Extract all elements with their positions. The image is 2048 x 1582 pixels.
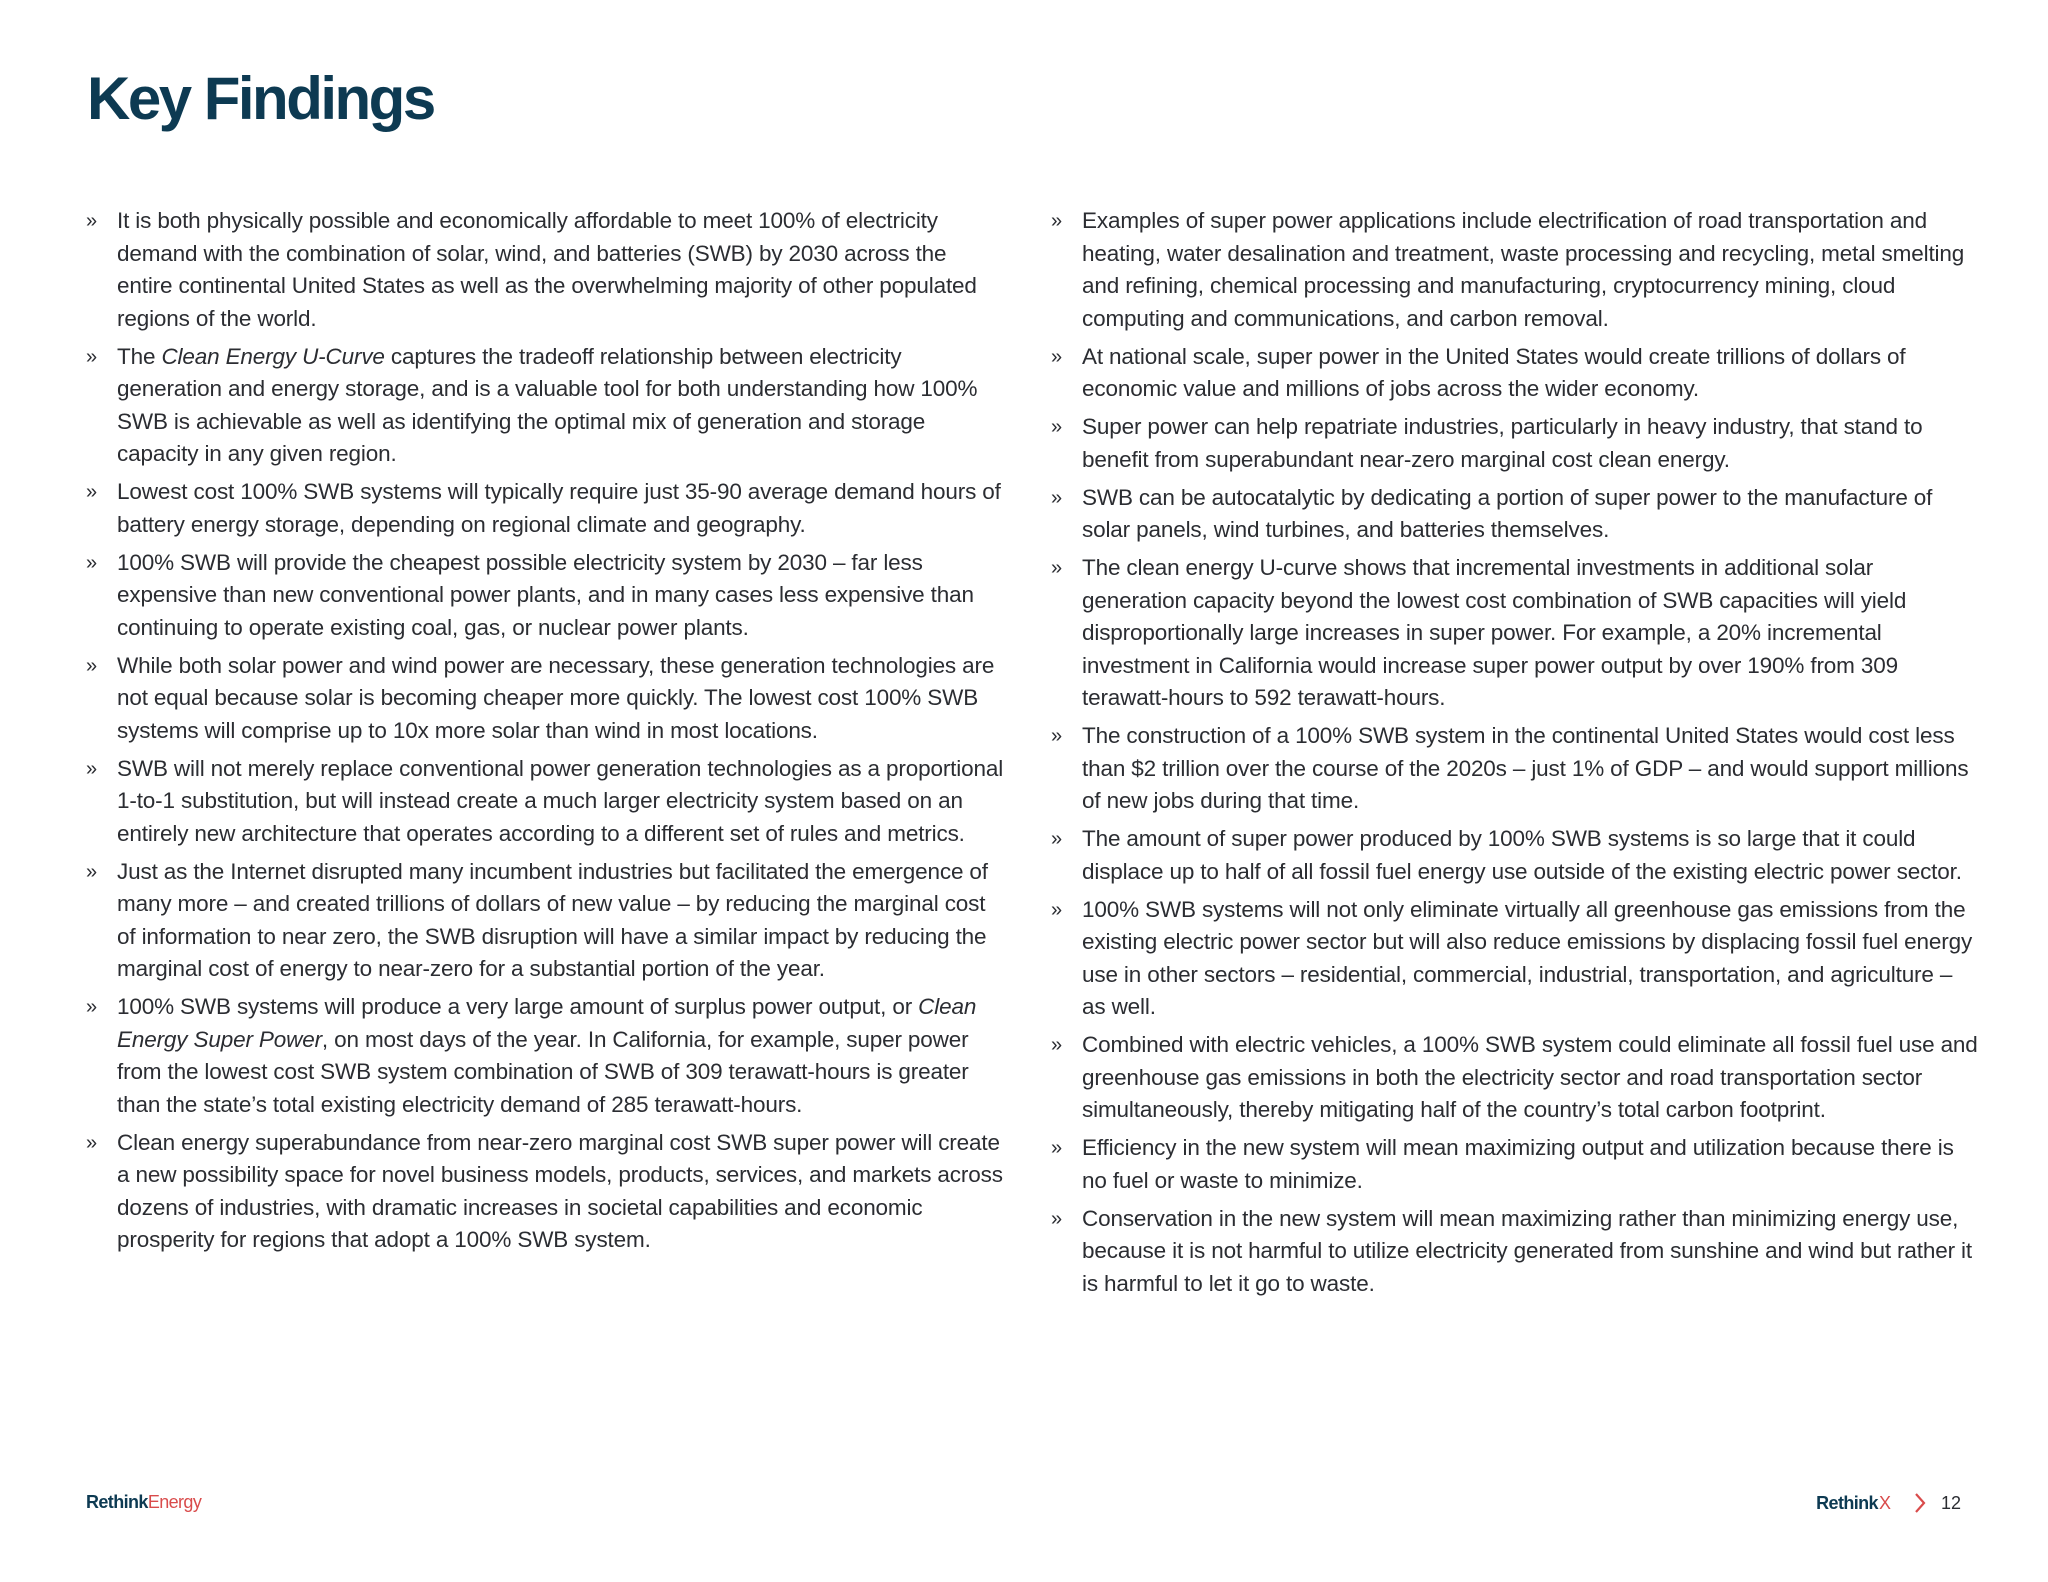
- finding-text: Conservation in the new system will mean maximizing rather than minimizing energy use, because it is not harmful to utilize electricity generated from sunshine and wind but rather it is harmful to let it go to waste.: [1082, 1205, 1972, 1296]
- finding-text: 100% SWB systems will not only eliminate virtually all greenhouse gas emissions from the existing electric power sector but will also reduce emissions by displacing fossil fuel energy use in other sectors – residential, commercial, industrial, transportation, and agriculture – as well.: [1082, 896, 1973, 1019]
- bullet-marker: »: [1051, 725, 1062, 747]
- bullet-marker: »: [1051, 486, 1062, 509]
- finding-text: Combined with electric vehicles, a 100% SWB system could eliminate all fossil fuel use and greenhouse gas emissions in both the electricity sector and road transportation sector simultaneously, thereby mitigating half of the country’s total carbon footprint.: [1082, 1032, 1978, 1122]
- left-findings-list: [86, 205, 1006, 1257]
- finding-item: [1051, 1029, 1981, 1127]
- finding-text: The construction of a 100% SWB system in the continental United States would cost less than $2 trillion over the course of the 2020s – just 1% of GDP – and would support millions of new jobs during that time.: [1082, 723, 1969, 813]
- finding-text: Just as the Internet disrupted many incumbent industries but facilitated the emergence of many more – and created trillions of dollars of new value – by reducing the marginal cost of information to near zero, the SWB disruption will have a similar impact by reducing the marginal cost of energy to near-zero for a substantial portion of the year.: [117, 858, 988, 981]
- finding-item: [1051, 823, 1981, 888]
- finding-text: Efficiency in the new system will mean maximizing output and utilization because there is no fuel or waste to minimize.: [1082, 1135, 1954, 1193]
- finding-item: [1051, 894, 1981, 1024]
- left-findings-column: [86, 205, 1006, 1262]
- bullet-marker: »: [1051, 557, 1062, 579]
- finding-item: [1051, 720, 1981, 818]
- bullet-marker: »: [86, 481, 97, 503]
- bullet-marker: »: [86, 1131, 97, 1154]
- bullet-marker: »: [1051, 1207, 1062, 1230]
- bullet-marker: »: [1051, 898, 1062, 921]
- footer-brand-energy: Energy: [147, 1492, 202, 1512]
- bullet-marker: »: [1051, 1137, 1062, 1159]
- finding-text: 100% SWB will provide the cheapest possible electricity system by 2030 – far less expensive than new conventional power plants, and in many cases less expensive than continuing to operate existing coal, gas, or nuclear power plants.: [117, 549, 974, 640]
- finding-text: 100% SWB systems will produce a very large amount of surplus power output, or: [117, 994, 919, 1019]
- finding-text: It is both physically possible and economically affordable to meet 100% of electricity demand with the combination of solar, wind, and batteries (SWB) by 2030 across the entire continental United States as well as the overwhelming majority of other populated regions of the world.: [117, 208, 977, 331]
- finding-text: While both solar power and wind power are necessary, these generation technologies are not equal because solar is becoming cheaper more quickly. The lowest cost 100% SWB systems will comprise up to 10x more solar than wind in most locations.: [117, 652, 995, 743]
- finding-text: The: [117, 343, 162, 369]
- finding-item: [1051, 1203, 1981, 1301]
- finding-item: [1051, 205, 1981, 335]
- finding-item: [86, 856, 1006, 986]
- finding-emphasis: Clean Energy Super Power: [117, 994, 977, 1052]
- finding-item: [1051, 482, 1981, 547]
- finding-text: , on most days of the year. In California, for example, super power from the lowest cost SWB system combination of SWB of 309 terawatt-hours is greater than the state’s total existing electricity demand of 285 terawatt-hours.: [117, 1026, 969, 1117]
- footer-publisher: [1816, 1492, 1961, 1514]
- finding-item: [86, 547, 1006, 645]
- bullet-marker: »: [86, 860, 97, 883]
- right-findings-column: [1051, 205, 1981, 1306]
- finding-text: The amount of super power produced by 100% SWB systems is so large that it could displace up to half of all fossil fuel energy use outside of the existing electric power sector.: [1082, 826, 1962, 884]
- finding-item: [86, 650, 1006, 748]
- bullet-marker: »: [86, 757, 97, 780]
- bullet-marker: »: [1051, 1034, 1062, 1056]
- page-title: Key Findings: [87, 65, 434, 132]
- bullet-marker: »: [1051, 828, 1062, 850]
- bullet-marker: »: [86, 345, 97, 368]
- finding-text: Super power can help repatriate industries, particularly in heavy industry, that stand to benefit from superabundant near-zero marginal cost clean energy.: [1082, 414, 1923, 472]
- bullet-marker: »: [86, 551, 97, 574]
- finding-text: SWB will not merely replace conventional power generation technologies as a proportional 1-to-1 substitution, but will instead create a much larger electricity system based on an entirely new architecture that operates according to a different set of rules and metrics.: [117, 755, 1004, 846]
- bullet-marker: »: [86, 654, 97, 677]
- footer-publisher-brand: Rethink: [1816, 1492, 1878, 1513]
- finding-item: [1051, 552, 1981, 715]
- finding-item: [86, 205, 1006, 335]
- finding-text: Lowest cost 100% SWB systems will typically require just 35-90 average demand hours of battery energy storage, depending on regional climate and geography.: [117, 479, 1001, 537]
- right-findings-list: [1051, 205, 1981, 1300]
- finding-text: captures the tradeoff relationship between electricity generation and energy storage, and is a valuable tool for both understanding how 100% SWB is achievable as well as identifying the optimal mix of generation and storage capacity in any given region.: [117, 343, 978, 466]
- finding-item: [1051, 1132, 1981, 1197]
- footer-publisher-brand-x: X: [1878, 1492, 1891, 1513]
- chevron-right-icon: [1913, 1492, 1927, 1514]
- footer-report-brand: [86, 1492, 201, 1513]
- bullet-marker: »: [86, 996, 97, 1018]
- finding-text: SWB can be autocatalytic by dedicating a portion of super power to the manufacture of solar panels, wind turbines, and batteries themselves.: [1082, 484, 1933, 542]
- finding-item: [1051, 411, 1981, 476]
- footer-brand-rethink: Rethink: [86, 1492, 148, 1512]
- page-number: 12: [1940, 1492, 1961, 1513]
- bullet-marker: »: [1051, 210, 1062, 232]
- finding-text: At national scale, super power in the United States would create trillions of dollars of economic value and millions of jobs across the wider economy.: [1082, 343, 1906, 401]
- bullet-marker: »: [1051, 416, 1062, 438]
- finding-item: [86, 991, 1006, 1121]
- finding-emphasis: Clean Energy U-Curve: [161, 343, 385, 369]
- finding-item: [86, 1127, 1006, 1257]
- finding-text: Examples of super power applications include electrification of road transportation and heating, water desalination and treatment, waste processing and recycling, metal smelting and refining, chemical processing and manufacturing, cryptocurrency mining, cloud computing and communications, and carbon removal.: [1082, 208, 1965, 331]
- finding-text: The clean energy U-curve shows that incremental investments in additional solar generation capacity beyond the lowest cost combination of SWB capacities will yield disproportionally large increases in super power. For example, a 20% incremental investment in California would increase super power output by over 190% from 309 terawatt-hours to 592 terawatt-hours.: [1082, 555, 1907, 710]
- bullet-marker: »: [86, 210, 97, 232]
- finding-item: [86, 341, 1006, 471]
- finding-item: [1051, 341, 1981, 406]
- finding-text: Clean energy superabundance from near-zero marginal cost SWB super power will create a new possibility space for novel business models, products, services, and markets across dozens of industries, with dramatic increases in societal capabilities and economic prosperity for regions that adopt a 100% SWB system.: [117, 1129, 1003, 1252]
- finding-item: [86, 753, 1006, 851]
- finding-item: [86, 476, 1006, 541]
- bullet-marker: »: [1051, 345, 1062, 368]
